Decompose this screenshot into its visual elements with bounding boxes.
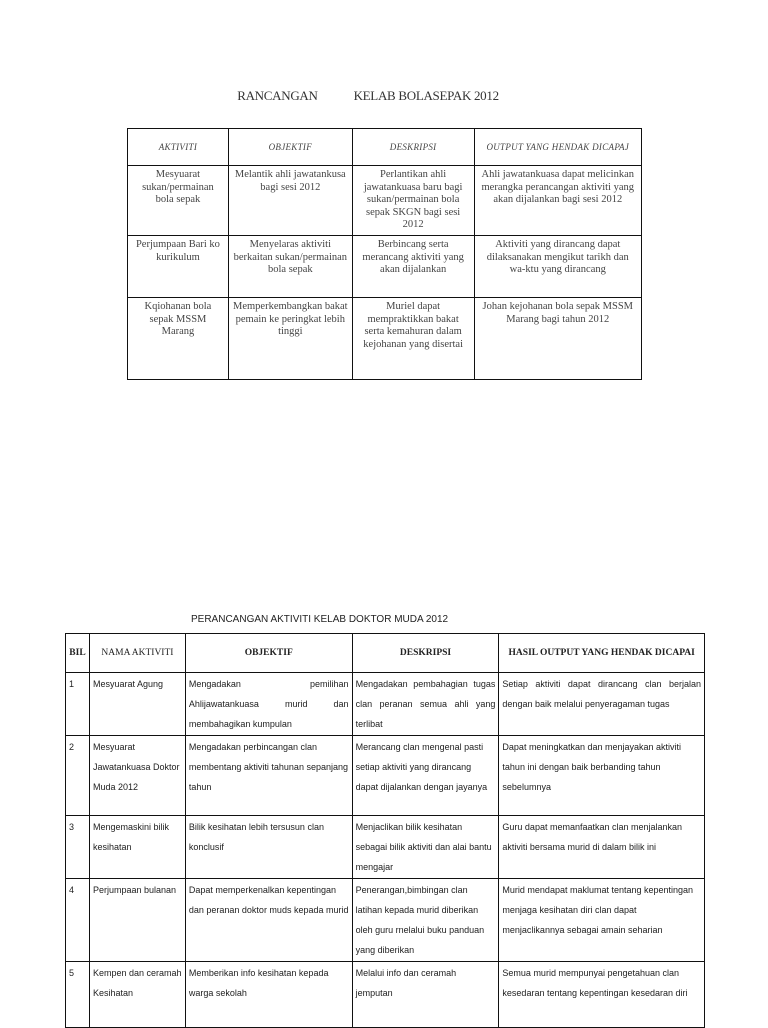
table-cell: Mengadakan pemilihan Ahlijawatankuasa murid dan membahagikan kumpulan	[185, 673, 352, 736]
col-header-nama-aktiviti: NAMA AKTIVITI	[89, 634, 185, 673]
table-cell: Mesyuarat Agung	[89, 673, 185, 736]
table-row	[128, 166, 642, 236]
col-header-objektif: OBJEKTIF	[228, 129, 352, 166]
table-cell: Kempen dan ceramah Kesihatan	[89, 962, 185, 1028]
table-cell-bil: 5	[66, 962, 90, 1028]
plan1-title-part-b: KELAB BOLASEPAK 2012	[353, 88, 499, 103]
table-cell: Semua murid mempunyai pengetahuan clan kesedaran tentang kepentingan kesedaran diri	[499, 962, 705, 1028]
table-cell: Mengadakan perbincangan clan membentang aktiviti tahunan sepanjang tahun	[185, 736, 352, 816]
table-cell: Bilik kesihatan lebih tersusun clan konclusif	[185, 816, 352, 879]
col-header-deskripsi: DESKRIPSI	[352, 129, 474, 166]
table-cell-bil: 3	[66, 816, 90, 879]
table-cell: Perjumpaan Bari ko kurikulum	[128, 236, 229, 298]
col-header-objektif: OBJEKTIF	[185, 634, 352, 673]
table-cell: Mesyuarat sukan/permainan bola sepak	[128, 166, 229, 236]
table-cell: Ahli jawatankuasa dapat melicinkan merangka perancangan aktiviti yang akan dijalankan bagi sesi 2012	[474, 166, 641, 236]
table-row	[66, 816, 705, 879]
table-header-row	[128, 129, 642, 166]
table-cell: Memberikan info kesihatan kepada warga sekolah	[185, 962, 352, 1028]
table-cell-bil: 1	[66, 673, 90, 736]
table-cell: Dapat meningkatkan dan menjayakan aktiviti tahun ini dengan baik berbanding tahun sebelumnya	[499, 736, 705, 816]
col-header-output: OUTPUT YANG HENDAK DICAPAJ	[474, 129, 641, 166]
table-cell: Penerangan,bimbingan clan latihan kepada murid diberikan oleh guru rnelalui buku panduan yang diberikan	[352, 879, 499, 962]
table-cell-bil: 4	[66, 879, 90, 962]
table-cell: Melantik ahli jawatankusa bagi sesi 2012	[228, 166, 352, 236]
table-cell: Perjumpaan bulanan	[89, 879, 185, 962]
table-cell: Guru dapat memanfaatkan clan menjalankan aktiviti bersama murid di dalam bilik ini	[499, 816, 705, 879]
plan1-title-part-a: RANCANGAN	[237, 88, 318, 103]
table-cell-bil: 2	[66, 736, 90, 816]
col-header-aktiviti: AKTIVITI	[128, 129, 229, 166]
col-header-deskripsi: DESKRIPSI	[352, 634, 499, 673]
plan2-title: PERANCANGAN AKTIVITI KELAB DOKTOR MUDA 2012	[191, 614, 449, 625]
table-cell: Mengadakan pembahagian tugas clan peranan semua ahli yang terlibat	[352, 673, 499, 736]
table-row	[66, 673, 705, 736]
table-cell: Mesyuarat Jawatankuasa Doktor Muda 2012	[89, 736, 185, 816]
table-cell: Merancang clan mengenal pasti setiap aktiviti yang dirancang dapat dijalankan dengan jayanya	[352, 736, 499, 816]
table-cell: Setiap aktiviti dapat dirancang clan berjalan dengan baik melalui penyeragaman tugas	[499, 673, 705, 736]
table-cell: Kqiohanan bola sepak MSSM Marang	[128, 298, 229, 380]
table-cell: Melalui info dan ceramah jemputan	[352, 962, 499, 1028]
table-row	[66, 879, 705, 962]
table-cell: Menyelaras aktiviti berkaitan sukan/permainan bola sepak	[228, 236, 352, 298]
table-cell: Memperkembangkan bakat pemain ke peringkat lebih tinggi	[228, 298, 352, 380]
football-club-plan-table	[127, 128, 642, 380]
table-cell: Murid mendapat maklumat tentang kepentingan menjaga kesihatan diri clan dapat menjaclikannya sebagai amain seharian	[499, 879, 705, 962]
table-row	[128, 298, 642, 380]
table-row	[66, 736, 705, 816]
table-cell: Aktiviti yang dirancang dapat dilaksanakan mengikut tarikh dan wa-ktu yang dirancang	[474, 236, 641, 298]
table-cell: Johan kejohanan bola sepak MSSM Marang bagi tahun 2012	[474, 298, 641, 380]
col-header-hasil-output: HASIL OUTPUT YANG HENDAK DICAPAI	[499, 634, 705, 673]
plan1-title	[0, 88, 736, 104]
table-cell: Muriel dapat mempraktikkan bakat serta kemahuran dalam kejohanan yang disertai	[352, 298, 474, 380]
table-header-row	[66, 634, 705, 673]
table-cell: Perlantikan ahli jawatankuasa baru bagi sukan/permainan bola sepak SKGN bagi sesi 2012	[352, 166, 474, 236]
table-cell: Berbincang serta merancang aktiviti yang akan dijalankan	[352, 236, 474, 298]
table-cell: Dapat memperkenalkan kepentingan dan peranan doktor muds kepada murid	[185, 879, 352, 962]
table-row	[66, 962, 705, 1028]
table-row	[128, 236, 642, 298]
table-cell: Menjaclikan bilik kesihatan sebagai bilik aktiviti dan alai bantu mengajar	[352, 816, 499, 879]
table-cell: Mengemaskini bilik kesihatan	[89, 816, 185, 879]
col-header-bil: BIL	[66, 634, 90, 673]
doctor-club-plan-table	[65, 633, 705, 1028]
